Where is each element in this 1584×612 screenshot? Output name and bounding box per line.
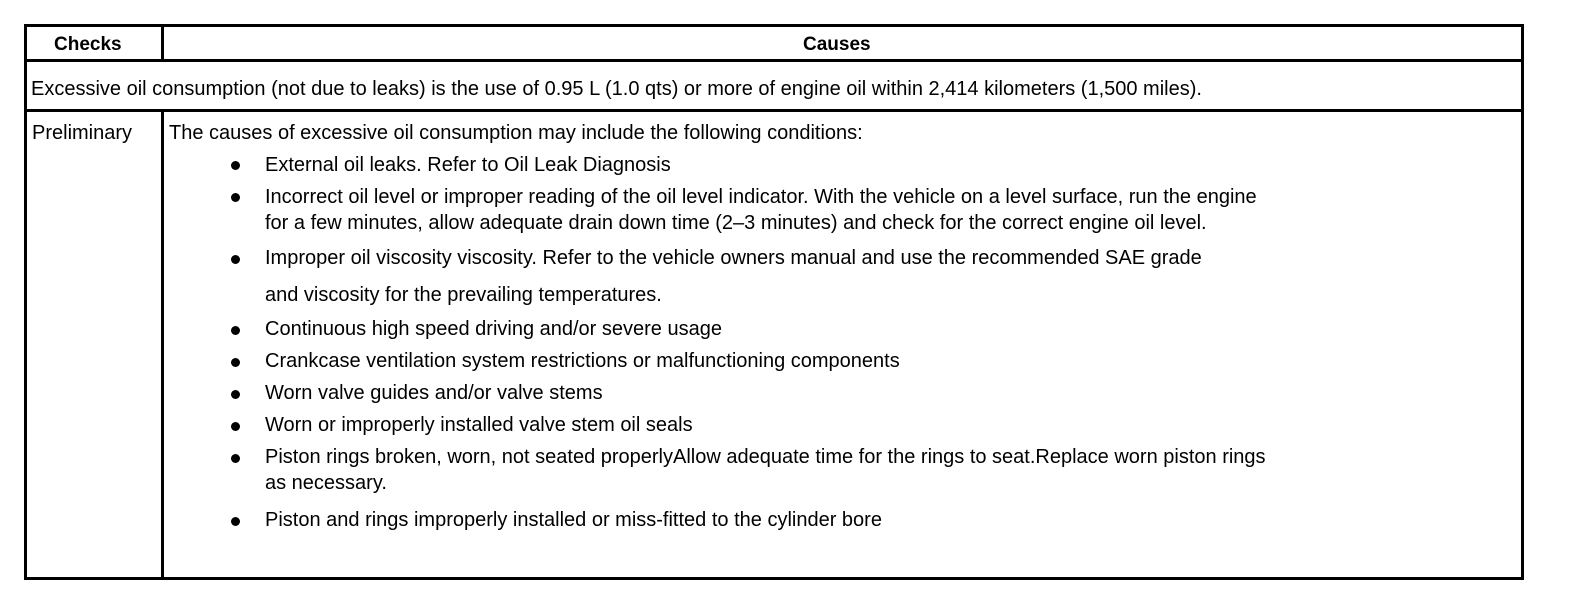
bullet-icon	[231, 326, 240, 335]
list-item-line: Piston and rings improperly installed or miss-fitted to the cylinder bore	[265, 509, 882, 531]
list-item-line: Worn or improperly installed valve stem oil seals	[265, 414, 693, 436]
bullet-icon	[231, 517, 240, 526]
header-divider	[161, 27, 164, 62]
bullet-icon	[231, 390, 240, 399]
body-divider	[161, 109, 164, 577]
definition-text: Excessive oil consumption (not due to leaks) is the use of 0.95 L (1.0 qts) or more of engine oil within 2,414 kilometers (1,500 miles).	[31, 78, 1202, 100]
list-item-line: for a few minutes, allow adequate drain down time (2–3 minutes) and check for the correct engine oil level.	[265, 212, 1207, 234]
causes-intro: The causes of excessive oil consumption may include the following conditions:	[169, 122, 863, 144]
bullet-icon	[231, 454, 240, 463]
list-item-line: as necessary.	[265, 472, 387, 494]
bullet-icon	[231, 358, 240, 367]
check-preliminary: Preliminary	[32, 122, 133, 144]
list-item-line: External oil leaks. Refer to Oil Leak Diagnosis	[265, 154, 671, 176]
list-item-line: Incorrect oil level or improper reading of the oil level indicator. With the vehicle on a level surface, run the engine	[265, 186, 1257, 208]
list-item-line: Crankcase ventilation system restrictions or malfunctioning components	[265, 350, 900, 372]
bullet-icon	[231, 193, 240, 202]
bullet-icon	[231, 255, 240, 264]
header-causes: Causes	[803, 34, 871, 55]
header-checks: Checks	[54, 34, 122, 55]
list-item-line: Continuous high speed driving and/or severe usage	[265, 318, 722, 340]
bullet-icon	[231, 422, 240, 431]
list-item-line: Piston rings broken, worn, not seated properlyAllow adequate time for the rings to seat.Replace worn piston rings	[265, 446, 1266, 468]
list-item-line: and viscosity for the prevailing temperatures.	[265, 284, 662, 306]
oil-consumption-table	[24, 24, 1524, 580]
definition-row-border	[27, 109, 1521, 112]
header-row-border	[27, 59, 1521, 62]
list-item-line: Improper oil viscosity viscosity. Refer to the vehicle owners manual and use the recommended SAE grade	[265, 247, 1202, 269]
list-item-line: Worn valve guides and/or valve stems	[265, 382, 603, 404]
bullet-icon	[231, 161, 240, 170]
